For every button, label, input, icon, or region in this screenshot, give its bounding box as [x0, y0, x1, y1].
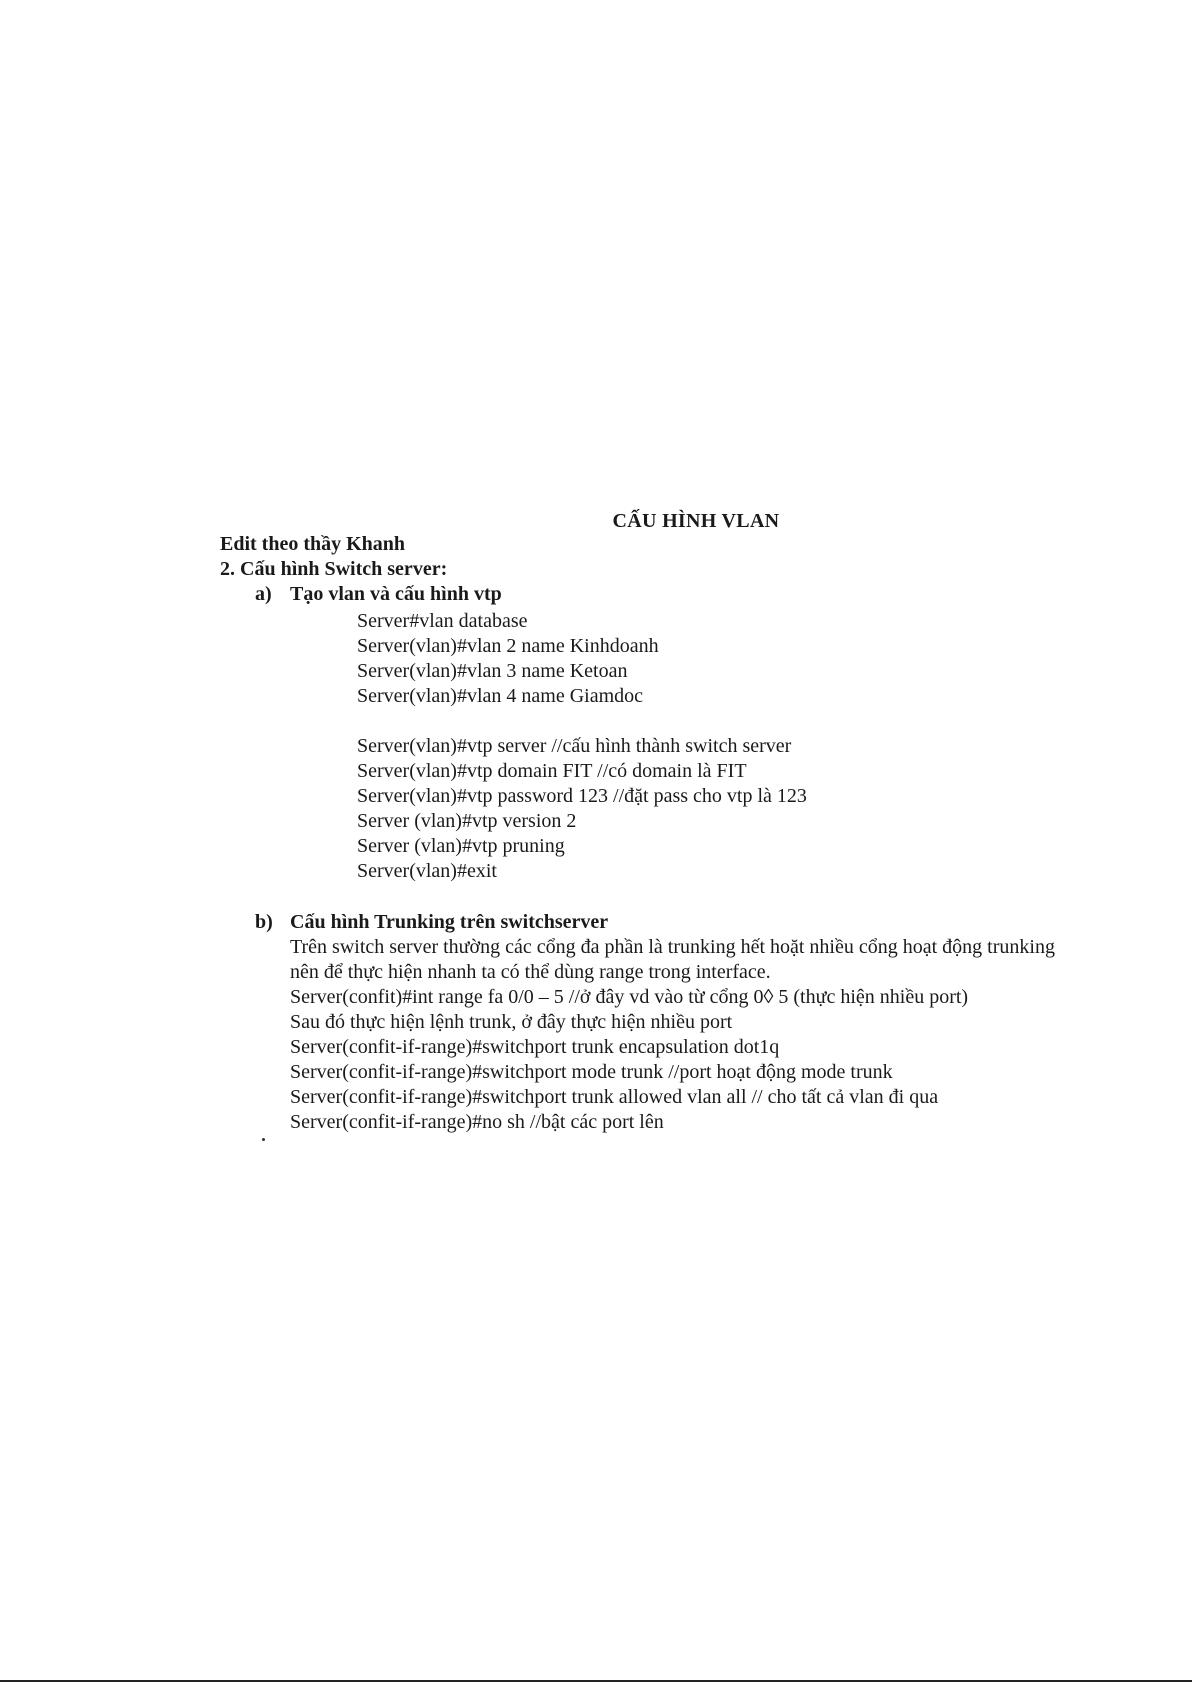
section-heading: 2. Cấu hình Switch server:: [220, 558, 448, 580]
code-line: Server (vlan)#vtp version 2: [357, 810, 577, 832]
code-line: Server(confit-if-range)#no sh //bật các port lên: [290, 1111, 664, 1133]
code-line: Server(vlan)#exit: [357, 860, 497, 882]
code-line: Server(confit-if-range)#switchport mode trunk //port hoạt động mode trunk: [290, 1061, 893, 1083]
code-line: Server(confit-if-range)#switchport trunk encapsulation dot1q: [290, 1036, 780, 1058]
code-line: Server(vlan)#vtp domain FIT //có domain là FIT: [357, 760, 747, 782]
code-line: Server(confit)#int range fa 0/0 – 5 //ở đây vd vào từ cổng 0◊ 5 (thực hiện nhiều port): [290, 986, 969, 1008]
code-line: Server(vlan)#vlan 4 name Giamdoc: [357, 685, 644, 707]
body-line: Sau đó thực hiện lệnh trunk, ở đây thực hiện nhiều port: [290, 1011, 733, 1033]
code-line: Server(vlan)#vtp password 123 //đặt pass cho vtp là 123: [357, 785, 807, 807]
bottom-rule: [0, 1680, 1192, 1682]
part-a-marker: a): [255, 583, 272, 605]
stray-mark: [262, 1138, 265, 1141]
code-line: Server(confit-if-range)#switchport trunk allowed vlan all // cho tất cả vlan đi qua: [290, 1086, 939, 1108]
body-line: Trên switch server thường các cổng đa phần là trunking hết hoặt nhiều cổng hoạt động trunking: [290, 936, 1055, 958]
code-line: Server(vlan)#vlan 2 name Kinhdoanh: [357, 635, 659, 657]
code-line: Server (vlan)#vtp pruning: [357, 835, 565, 857]
code-line: Server(vlan)#vlan 3 name Ketoan: [357, 660, 628, 682]
part-b-heading: Cấu hình Trunking trên switchserver: [290, 911, 609, 933]
document-subtitle: Edit theo thầy Khanh: [220, 533, 406, 555]
document-title: CẤU HÌNH VLAN: [612, 510, 780, 532]
part-b-marker: b): [255, 911, 273, 933]
code-line: Server(vlan)#vtp server //cấu hình thành switch server: [357, 735, 792, 757]
code-line: Server#vlan database: [357, 610, 528, 632]
body-line: nên để thực hiện nhanh ta có thể dùng range trong interface.: [290, 961, 771, 983]
part-a-heading: Tạo vlan và cấu hình vtp: [290, 583, 502, 605]
